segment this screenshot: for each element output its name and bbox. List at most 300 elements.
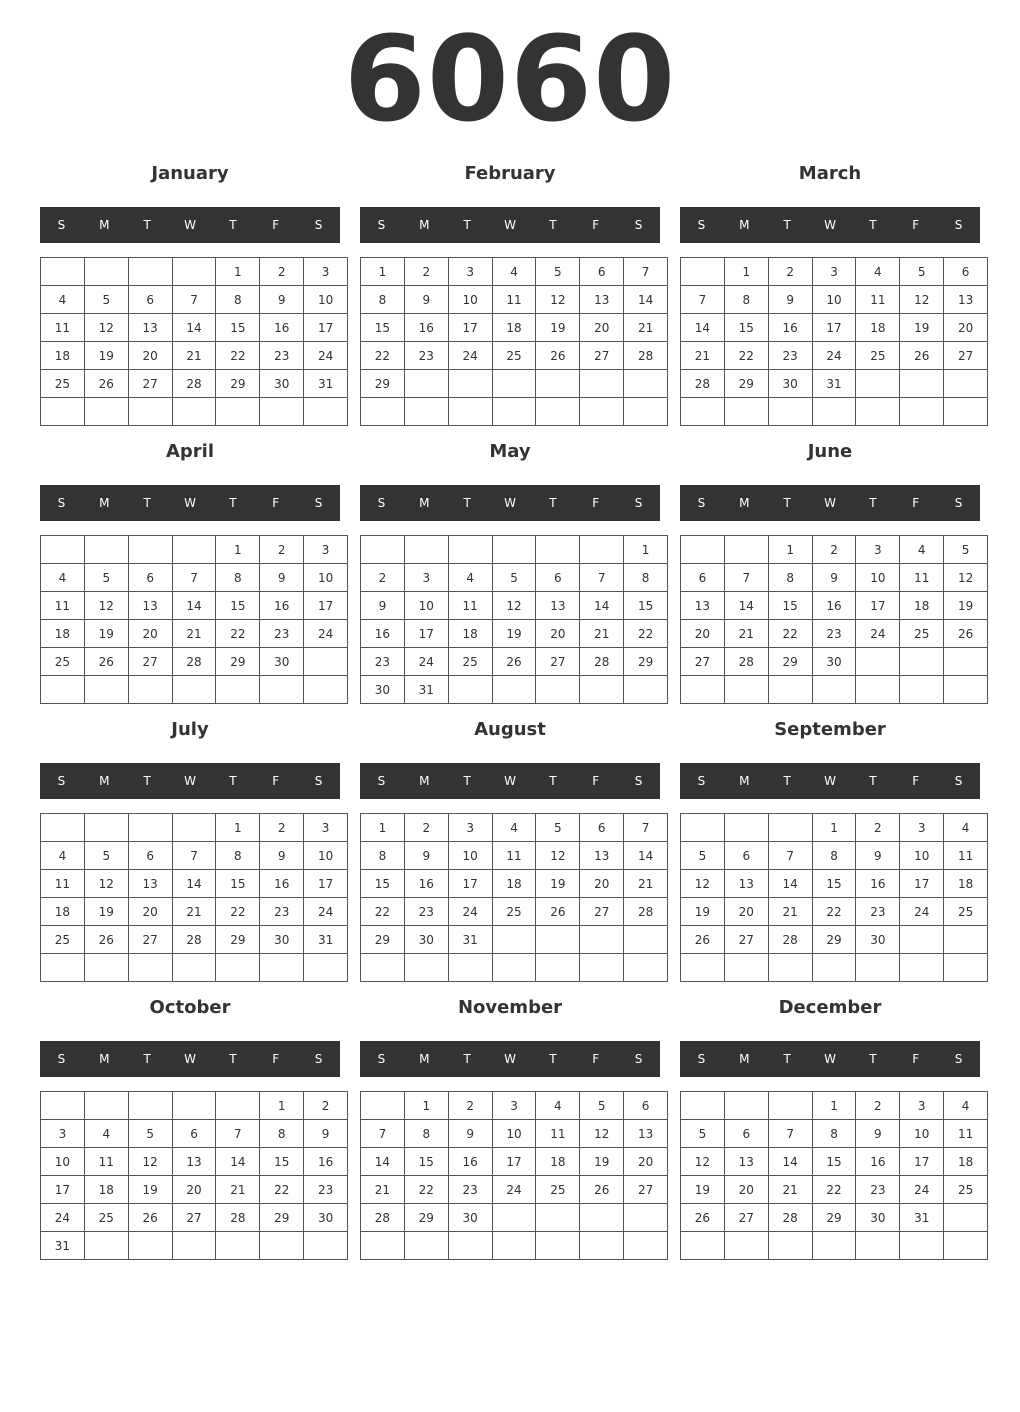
day-cell: 14: [172, 870, 216, 898]
day-cell: 6: [128, 286, 172, 314]
day-cell: 24: [304, 342, 348, 370]
day-cell: 15: [216, 870, 260, 898]
month-name: October: [149, 997, 231, 1018]
weekday-label: F: [912, 218, 920, 232]
day-cell: 8: [404, 1120, 448, 1148]
day-cell: 16: [361, 620, 405, 648]
day-cell: 25: [944, 898, 988, 926]
day-cell: [724, 676, 768, 704]
day-cell: 24: [856, 620, 900, 648]
day-cell: 9: [856, 842, 900, 870]
week-row: [361, 370, 668, 398]
day-cell: 29: [624, 648, 668, 676]
day-cell: 16: [856, 870, 900, 898]
day-cell: 29: [404, 1204, 448, 1232]
day-cell: 15: [812, 870, 856, 898]
weekday-label: F: [592, 774, 600, 788]
day-cell: [580, 676, 624, 704]
day-cell: 5: [84, 842, 128, 870]
weekday-label: M: [99, 218, 110, 232]
day-cell: [768, 676, 812, 704]
day-cell: 18: [492, 314, 536, 342]
day-cell: [681, 1092, 725, 1120]
day-cell: [41, 676, 85, 704]
day-cell: 4: [448, 564, 492, 592]
week-row: [681, 342, 988, 370]
day-cell: [856, 954, 900, 982]
day-cell: 30: [304, 1204, 348, 1232]
day-cell: 12: [84, 314, 128, 342]
month-name: February: [464, 163, 556, 184]
week-row: [361, 1176, 668, 1204]
day-cell: 23: [404, 898, 448, 926]
weekday-label: F: [272, 1052, 280, 1066]
day-cell: 3: [856, 536, 900, 564]
day-cell: [681, 676, 725, 704]
day-cell: [580, 536, 624, 564]
day-cell: 27: [128, 926, 172, 954]
day-cell: 18: [944, 1148, 988, 1176]
day-cell: 26: [580, 1176, 624, 1204]
weekday-label: S: [57, 1052, 66, 1066]
day-cell: [681, 398, 725, 426]
day-cell: 15: [260, 1148, 304, 1176]
day-cell: 21: [624, 870, 668, 898]
day-cell: 16: [812, 592, 856, 620]
weekday-label: S: [57, 218, 66, 232]
day-cell: 3: [41, 1120, 85, 1148]
day-cell: [172, 814, 216, 842]
day-cell: [580, 954, 624, 982]
day-cell: 4: [492, 258, 536, 286]
weekday-header: [680, 1041, 980, 1077]
weekday-label: S: [314, 1052, 323, 1066]
day-cell: 8: [724, 286, 768, 314]
day-cell: 16: [768, 314, 812, 342]
day-cell: 10: [404, 592, 448, 620]
day-cell: [128, 1092, 172, 1120]
day-cell: 18: [856, 314, 900, 342]
weekday-label: W: [184, 1052, 196, 1066]
month-block-april: [40, 436, 340, 714]
weekday-header: [680, 485, 980, 521]
day-cell: 9: [260, 286, 304, 314]
day-cell: 27: [681, 648, 725, 676]
day-cell: 5: [128, 1120, 172, 1148]
week-row: [361, 258, 668, 286]
day-cell: 5: [84, 286, 128, 314]
day-cell: 3: [492, 1092, 536, 1120]
week-row: [361, 342, 668, 370]
weekday-label: T: [869, 774, 877, 788]
weekday-header: [40, 485, 340, 521]
day-cell: 25: [41, 648, 85, 676]
day-cell: [260, 398, 304, 426]
weekday-label: M: [419, 218, 430, 232]
day-cell: [84, 1092, 128, 1120]
day-cell: 11: [41, 870, 85, 898]
day-cell: 30: [361, 676, 405, 704]
day-cell: 19: [900, 314, 944, 342]
week-row: [681, 536, 988, 564]
day-cell: 24: [304, 620, 348, 648]
day-cell: 27: [580, 342, 624, 370]
week-row: [361, 870, 668, 898]
day-cell: [492, 398, 536, 426]
weekday-label: M: [99, 1052, 110, 1066]
weekday-label: F: [592, 1052, 600, 1066]
day-cell: 5: [681, 1120, 725, 1148]
days-table: [680, 813, 988, 982]
day-cell: 29: [724, 370, 768, 398]
weekday-label: F: [272, 774, 280, 788]
day-cell: 12: [536, 842, 580, 870]
week-row: [41, 1204, 348, 1232]
day-cell: 27: [724, 926, 768, 954]
days-table: [680, 257, 988, 426]
weekday-label: S: [697, 218, 706, 232]
week-row: [361, 620, 668, 648]
day-cell: 24: [41, 1204, 85, 1232]
day-cell: 10: [812, 286, 856, 314]
day-cell: 1: [812, 1092, 856, 1120]
day-cell: [172, 258, 216, 286]
month-block-july: [40, 714, 340, 992]
week-row: [361, 842, 668, 870]
weekday-header: [360, 485, 660, 521]
day-cell: 3: [900, 814, 944, 842]
weekday-label: W: [184, 496, 196, 510]
day-cell: [260, 954, 304, 982]
day-cell: [681, 814, 725, 842]
day-cell: 10: [448, 286, 492, 314]
day-cell: [944, 676, 988, 704]
month-row: [40, 992, 980, 1270]
week-row: [361, 1120, 668, 1148]
day-cell: [492, 676, 536, 704]
day-cell: 8: [216, 842, 260, 870]
day-cell: [216, 1232, 260, 1260]
day-cell: 11: [492, 842, 536, 870]
day-cell: 11: [944, 1120, 988, 1148]
day-cell: [128, 258, 172, 286]
week-row: [361, 954, 668, 982]
weekday-label: W: [824, 218, 836, 232]
month-name: August: [474, 719, 546, 740]
days-table: [360, 257, 668, 426]
day-cell: 12: [681, 1148, 725, 1176]
weekday-label: F: [272, 218, 280, 232]
day-cell: 14: [768, 870, 812, 898]
day-cell: 8: [768, 564, 812, 592]
weekday-label: M: [739, 496, 750, 510]
weekday-label: S: [57, 774, 66, 788]
day-cell: 31: [812, 370, 856, 398]
day-cell: 18: [448, 620, 492, 648]
week-row: [361, 1204, 668, 1232]
day-cell: 15: [404, 1148, 448, 1176]
weekday-label: T: [143, 1052, 151, 1066]
day-cell: [900, 1232, 944, 1260]
weekday-label: T: [869, 218, 877, 232]
day-cell: 1: [361, 258, 405, 286]
day-cell: 10: [492, 1120, 536, 1148]
day-cell: [84, 536, 128, 564]
day-cell: [768, 1232, 812, 1260]
day-cell: 30: [260, 370, 304, 398]
day-cell: 10: [41, 1148, 85, 1176]
day-cell: 19: [128, 1176, 172, 1204]
week-row: [41, 842, 348, 870]
weekday-header: [360, 763, 660, 799]
day-cell: 9: [448, 1120, 492, 1148]
day-cell: 4: [41, 286, 85, 314]
day-cell: [448, 536, 492, 564]
day-cell: 13: [624, 1120, 668, 1148]
weekday-label: T: [549, 218, 557, 232]
day-cell: 4: [536, 1092, 580, 1120]
week-row: [41, 1148, 348, 1176]
day-cell: 1: [812, 814, 856, 842]
weekday-label: T: [549, 1052, 557, 1066]
day-cell: [304, 954, 348, 982]
day-cell: [724, 1092, 768, 1120]
day-cell: [681, 954, 725, 982]
month-name: July: [171, 719, 209, 740]
month-block-october: [40, 992, 340, 1270]
day-cell: 12: [944, 564, 988, 592]
day-cell: 5: [536, 814, 580, 842]
weekday-label: F: [592, 218, 600, 232]
day-cell: 4: [41, 842, 85, 870]
day-cell: [216, 1092, 260, 1120]
week-row: [41, 870, 348, 898]
day-cell: 18: [41, 620, 85, 648]
weekday-label: T: [229, 218, 237, 232]
weekday-label: S: [377, 218, 386, 232]
week-row: [681, 1092, 988, 1120]
day-cell: 31: [448, 926, 492, 954]
day-cell: 17: [448, 314, 492, 342]
day-cell: [724, 536, 768, 564]
day-cell: 28: [172, 370, 216, 398]
month-block-december: [680, 992, 980, 1270]
day-cell: [624, 1204, 668, 1232]
day-cell: 24: [900, 898, 944, 926]
day-cell: 14: [724, 592, 768, 620]
day-cell: 20: [944, 314, 988, 342]
day-cell: 22: [361, 342, 405, 370]
day-cell: 9: [812, 564, 856, 592]
day-cell: 20: [624, 1148, 668, 1176]
day-cell: 19: [681, 898, 725, 926]
day-cell: 20: [580, 314, 624, 342]
week-row: [681, 814, 988, 842]
day-cell: 25: [41, 926, 85, 954]
day-cell: [944, 1204, 988, 1232]
day-cell: 26: [128, 1204, 172, 1232]
day-cell: 12: [536, 286, 580, 314]
weekday-label: S: [57, 496, 66, 510]
day-cell: 9: [768, 286, 812, 314]
day-cell: 11: [41, 592, 85, 620]
day-cell: 19: [536, 314, 580, 342]
day-cell: [361, 1232, 405, 1260]
day-cell: 13: [724, 870, 768, 898]
day-cell: 28: [768, 1204, 812, 1232]
day-cell: [624, 926, 668, 954]
day-cell: [404, 398, 448, 426]
month-name: June: [807, 441, 853, 462]
day-cell: [84, 398, 128, 426]
day-cell: 1: [216, 814, 260, 842]
day-cell: 7: [172, 564, 216, 592]
day-cell: 21: [216, 1176, 260, 1204]
day-cell: 11: [944, 842, 988, 870]
weekday-label: T: [783, 496, 791, 510]
day-cell: [536, 1204, 580, 1232]
week-row: [681, 398, 988, 426]
day-cell: [768, 954, 812, 982]
day-cell: [41, 1092, 85, 1120]
day-cell: [812, 398, 856, 426]
day-cell: 12: [492, 592, 536, 620]
day-cell: 21: [172, 898, 216, 926]
day-cell: 17: [304, 592, 348, 620]
week-row: [681, 842, 988, 870]
month-name: April: [165, 441, 215, 462]
weekday-header: [680, 763, 980, 799]
day-cell: 24: [448, 342, 492, 370]
week-row: [361, 592, 668, 620]
week-row: [41, 286, 348, 314]
day-cell: 30: [260, 648, 304, 676]
day-cell: 10: [900, 842, 944, 870]
day-cell: 13: [172, 1148, 216, 1176]
day-cell: 4: [41, 564, 85, 592]
day-cell: 14: [624, 842, 668, 870]
weekday-label: M: [99, 774, 110, 788]
day-cell: 15: [361, 314, 405, 342]
week-row: [361, 286, 668, 314]
day-cell: [624, 954, 668, 982]
day-cell: [812, 1232, 856, 1260]
month-block-august: [360, 714, 660, 992]
day-cell: 11: [900, 564, 944, 592]
day-cell: 19: [580, 1148, 624, 1176]
day-cell: 2: [448, 1092, 492, 1120]
day-cell: 7: [768, 842, 812, 870]
week-row: [41, 370, 348, 398]
day-cell: 19: [84, 342, 128, 370]
day-cell: 25: [536, 1176, 580, 1204]
day-cell: 26: [84, 370, 128, 398]
day-cell: [448, 676, 492, 704]
day-cell: 19: [944, 592, 988, 620]
day-cell: 19: [536, 870, 580, 898]
day-cell: [900, 954, 944, 982]
day-cell: [41, 954, 85, 982]
day-cell: 2: [404, 258, 448, 286]
day-cell: 16: [448, 1148, 492, 1176]
day-cell: 14: [580, 592, 624, 620]
week-row: [681, 314, 988, 342]
weekday-label: F: [912, 1052, 920, 1066]
weekday-header: [40, 763, 340, 799]
day-cell: 18: [41, 898, 85, 926]
day-cell: 25: [492, 898, 536, 926]
day-cell: 16: [260, 314, 304, 342]
day-cell: [448, 954, 492, 982]
day-cell: 25: [492, 342, 536, 370]
week-row: [361, 564, 668, 592]
day-cell: [856, 676, 900, 704]
weekday-label: M: [739, 774, 750, 788]
day-cell: 1: [768, 536, 812, 564]
week-row: [41, 648, 348, 676]
day-cell: 22: [404, 1176, 448, 1204]
day-cell: 18: [41, 342, 85, 370]
day-cell: 24: [812, 342, 856, 370]
day-cell: 13: [536, 592, 580, 620]
day-cell: [216, 676, 260, 704]
week-row: [681, 898, 988, 926]
week-row: [681, 620, 988, 648]
day-cell: [944, 1232, 988, 1260]
weekday-label: T: [463, 1052, 471, 1066]
day-cell: 23: [361, 648, 405, 676]
day-cell: 7: [768, 1120, 812, 1148]
day-cell: 11: [492, 286, 536, 314]
day-cell: 21: [361, 1176, 405, 1204]
day-cell: [536, 676, 580, 704]
day-cell: [84, 814, 128, 842]
day-cell: [536, 954, 580, 982]
day-cell: 5: [84, 564, 128, 592]
day-cell: 1: [361, 814, 405, 842]
day-cell: 6: [681, 564, 725, 592]
day-cell: [84, 954, 128, 982]
day-cell: 24: [404, 648, 448, 676]
weekday-label: W: [824, 1052, 836, 1066]
day-cell: 29: [260, 1204, 304, 1232]
week-row: [681, 1120, 988, 1148]
weekday-label: T: [463, 774, 471, 788]
weekday-label: M: [419, 1052, 430, 1066]
days-table: [40, 535, 348, 704]
day-cell: [304, 1232, 348, 1260]
day-cell: [812, 954, 856, 982]
day-cell: 16: [260, 870, 304, 898]
day-cell: 30: [812, 648, 856, 676]
day-cell: 17: [900, 870, 944, 898]
week-row: [361, 398, 668, 426]
day-cell: 7: [624, 258, 668, 286]
days-table: [40, 257, 348, 426]
days-table: [680, 535, 988, 704]
day-cell: 27: [580, 898, 624, 926]
day-cell: 22: [812, 1176, 856, 1204]
day-cell: 22: [624, 620, 668, 648]
year-title: 6060: [343, 10, 677, 148]
day-cell: [681, 258, 725, 286]
month-row: [40, 158, 980, 436]
week-row: [681, 564, 988, 592]
day-cell: 21: [768, 1176, 812, 1204]
days-table: [360, 813, 668, 982]
day-cell: 18: [84, 1176, 128, 1204]
day-cell: 11: [84, 1148, 128, 1176]
